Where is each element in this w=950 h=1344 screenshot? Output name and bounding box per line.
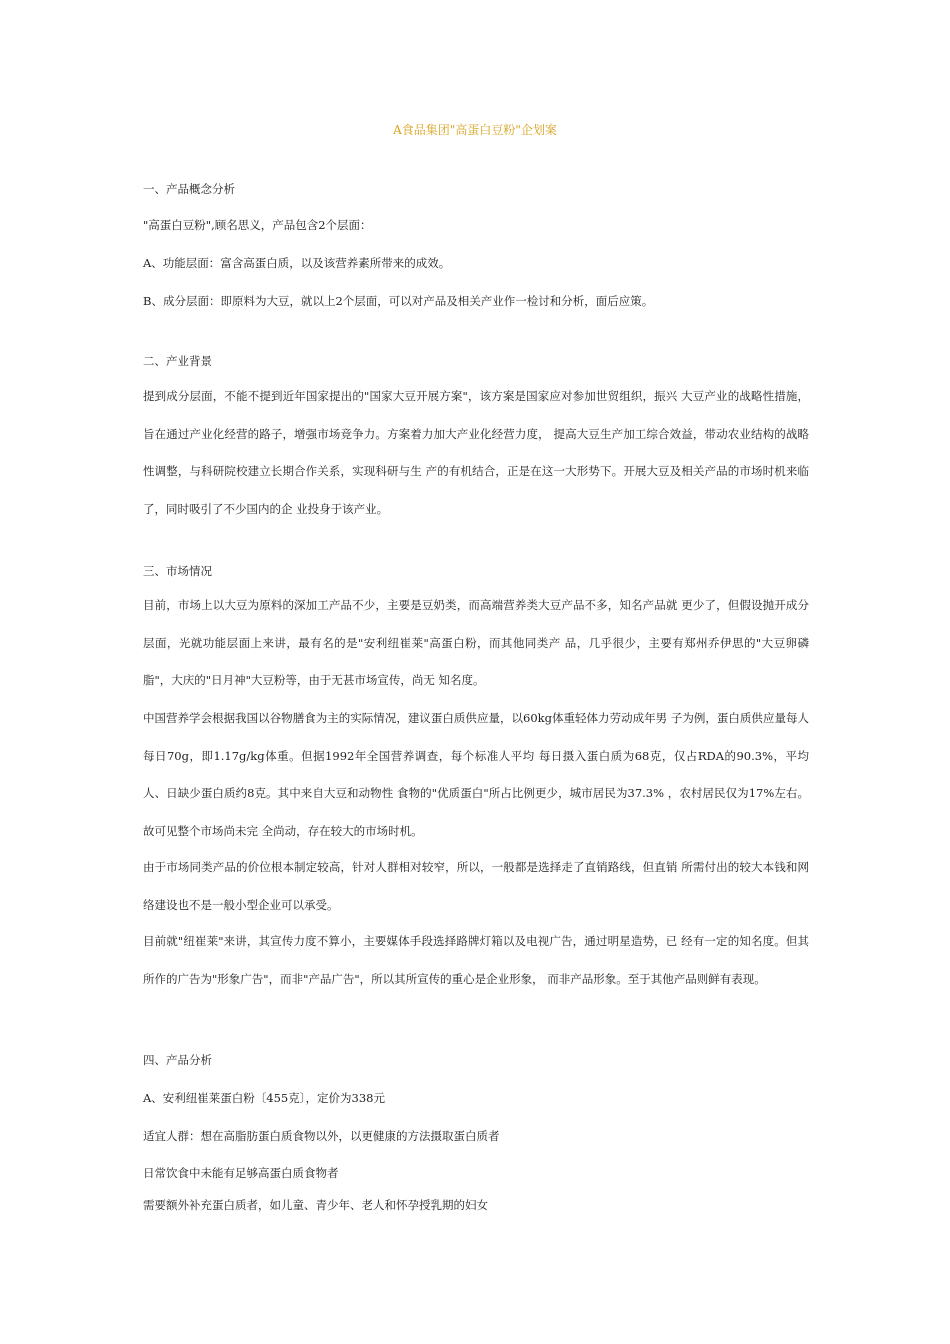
paragraph-industry-background: 提到成分层面，不能不提到近年国家提出的"国家大豆开展方案"，该方案是国家应对参加世贸组织，振兴 大豆产业的战略性措施，旨在通过产业化经营的路子，增强市场竞争力。方案着力加大产业化经营力度， 提高大豆生产加工综合效益，带动农业结构的战略性调整，与科研院校建立长期合作关系，实现科研与生 产的有机结合，正是在这一大形势下。开展大豆及相关产品的市场时机来临了，同时吸引了不少国内的企 业投身于该产业。 [143,389,809,516]
paragraph-market-products: 目前，市场上以大豆为原料的深加工产品不少，主要是豆奶类，而高端营养类大豆产品不多，知名产品就 更少了，但假设抛开成分层面，光就功能层面上来讲，最有名的是"安利纽崔莱"高蛋白粉，而其他同类产 品，几乎很少，主要有郑州乔伊思的"大豆卵磷脂"，大庆的"日月神"大豆粉等，由于无甚市场宣传，尚无 知名度。 [143,598,809,687]
paragraph-nutrition-stats: 中国营养学会根据我国以谷物膳食为主的实际情况，建议蛋白质供应量，以60kg体重轻体力劳动成年男 子为例，蛋白质供应量每人每日70g，即1.17g/kg体重。但据1992年全国营养调查，每个标准人平均 每日摄入蛋白质为68克，仅占RDA的90.3%，平均人、日缺少蛋白质约8克。其中来自大豆和动物性 食物的"优质蛋白"所占比例更少，城市居民为37.3% ，农村居民仅为17%左右。故可见整个市场尚未完 全尚动，存在较大的市场时机。 [143,711,809,838]
paragraph-product-intro: "高蛋白豆粉",顾名思义，产品包含2个层面： [143,218,372,232]
list-item-target-group-1: 适宜人群：想在高脂肪蛋白质食物以外，以更健康的方法摄取蛋白质者 [143,1129,500,1143]
list-item-target-group-2: 日常饮食中未能有足够高蛋白质食物者 [143,1166,339,1180]
paragraph-function-level: A、功能层面：富含高蛋白质，以及该营养素所带来的成效。 [143,256,451,270]
list-item-target-group-3: 需要额外补充蛋白质者，如儿童、青少年、老人和怀孕授乳期的妇女 [143,1198,488,1212]
paragraph-amway-product: A、安利纽崔莱蛋白粉〔455克〕，定价为338元 [143,1091,385,1105]
document-title: A食品集团"高蛋白豆粉"企划案 [393,123,557,137]
section-heading-industry-background: 二、产业背景 [143,354,212,368]
paragraph-pricing-channels: 由于市场同类产品的价位根本制定较高，针对人群相对较窄，所以，一般都是选择走了直销路线，但直销 所需付出的较大本钱和网络建设也不是一般小型企业可以承受。 [143,860,809,912]
section-heading-market-situation: 三、市场情况 [143,564,212,578]
paragraph-advertising: 目前就"纽崔莱"来讲，其宣传力度不算小，主要媒体手段选择路牌灯箱以及电视广告，通过明星造势，已 经有一定的知名度。但其所作的广告为"形象广告"，而非"产品广告"，所以其所宣传的重心是企业形象， 而非产品形象。至于其他产品则鲜有表现。 [143,934,809,986]
paragraph-ingredient-level: B、成分层面：即原料为大豆，就以上2个层面，可以对产品及相关产业作一检讨和分析，面后应策。 [143,294,654,308]
section-heading-product-analysis: 四、产品分析 [143,1053,212,1067]
section-heading-product-concept: 一、产品概念分析 [143,182,235,196]
